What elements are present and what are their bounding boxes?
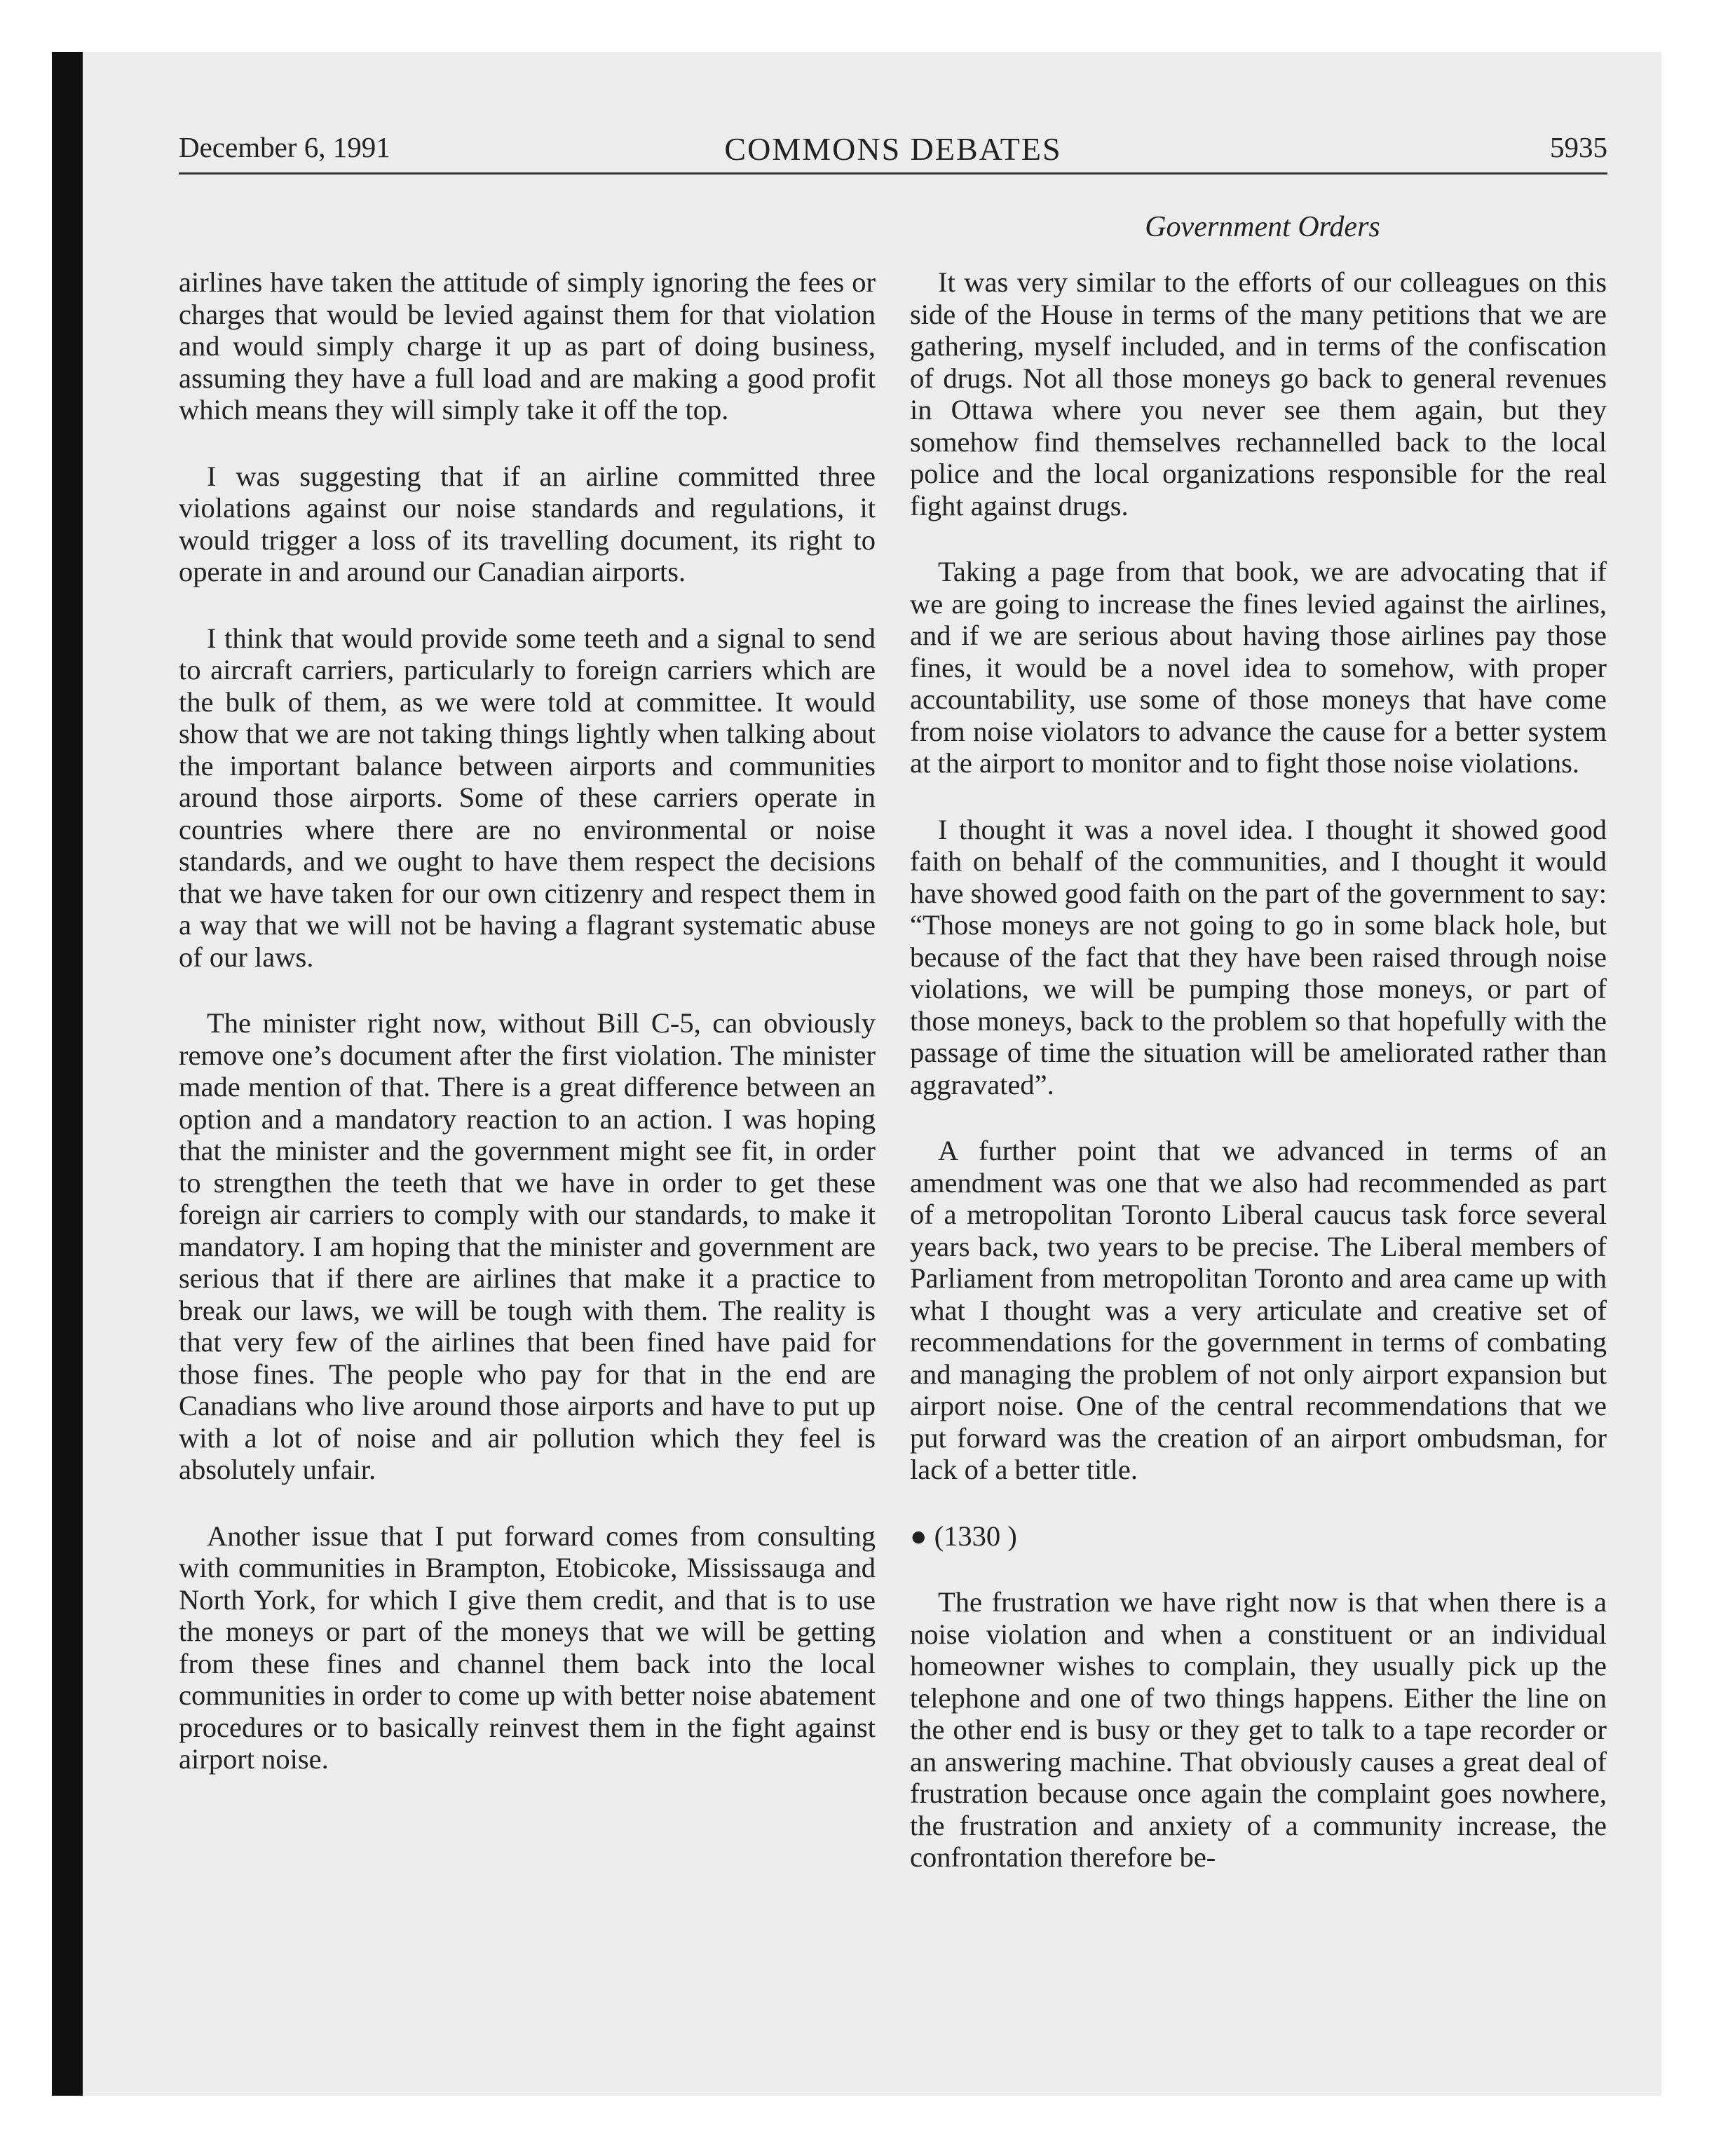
paragraph: I thought it was a novel idea. I thought it showed good faith on behalf of the communities, and I thought it would have showed good faith on the part of the government to say: “Those moneys are not going to go in some black hole, but because of the fact that they have been raised through noise violations, we will be pumping those moneys, or part of those moneys, back to the problem so that hopefully with the passage of time the situation will be ameliorated rather than aggravated”. <box>910 813 1607 1100</box>
header-page-number: 5935 <box>1550 131 1607 163</box>
paragraph: The minister right now, without Bill C-5, can obviously remove one’s document after the first violation. The minister made mention of that. There is a great difference between an option and a mandatory reaction to an action. I was hoping that the minister and the government might see fit, in order to strengthen the teeth that we have in order to get these foreign air carriers to comply with our standards, to make it mandatory. I am hoping that the minister and government are serious that if there are airlines that make it a practice to break our laws, we will be tough with them. The reality is that very few of the airlines that been fined have paid for those fines. The people who pay for that in the end are Canadians who live around those airports and have to put up with a lot of noise and air pollution which they feel is absolutely unfair. <box>179 1007 876 1485</box>
paragraph: The frustration we have right now is that when there is a noise violation and when a constituent or an individual homeowner wishes to complain, they usually pick up the telephone and one of two things happens. Either the line on the other end is busy or they get to talk to a tape recorder or an answering machine. That obviously causes a great deal of frustration because once again the complaint goes nowhere, the frustration and anxiety of a community increase, the confrontation therefore be- <box>910 1586 1607 1873</box>
paragraph: airlines have taken the attitude of simply ignoring the fees or charges that would be levied against them for that violation and would simply charge it up as part of doing business, assuming they have a full load and are making a good profit which means they will simply take it off the top. <box>179 266 876 425</box>
scan-edge-shadow <box>52 52 83 2096</box>
paragraph: I was suggesting that if an airline committed three violations against our noise standards and regulations, it would trigger a loss of its travelling document, its right to operate in and around our Canadian airports. <box>179 460 876 587</box>
paragraph: A further point that we advanced in terms of an amendment was one that we also had recommended as part of a metropolitan Toronto Liberal caucus task force several years back, two years to be precise. The Liberal members of Parliament from metropolitan Toronto and area came up with what I thought was a very articulate and creative set of recommendations for the government in terms of combating and managing the problem of not only airport expansion but airport noise. One of the central recommendations that we put forward was the creation of an airport ombudsman, for lack of a better title. <box>910 1135 1607 1485</box>
right-column <box>910 266 1607 1908</box>
header-title: COMMONS DEBATES <box>724 131 1062 167</box>
paragraph: Taking a page from that book, we are advocating that if we are going to increase the fines levied against the airlines, and if we are serious about having those airlines pay those fines, it would be a novel idea to somehow, with proper accountability, use some of those moneys that have come from noise violators to advance the cause for a better system at the airport to monitor and to fight those noise violations. <box>910 556 1607 779</box>
section-title: Government Orders <box>1145 211 1380 243</box>
paragraph: Another issue that I put forward comes from consulting with communities in Brampton, Etobicoke, Mississauga and North York, for which I give them credit, and that is to use the moneys or part of the moneys that we will be getting from these fines and channel them back into the local communities in order to come up with better noise abatement procedures or to basically reinvest them in the fight against airport noise. <box>179 1520 876 1775</box>
paragraph: It was very similar to the efforts of our colleagues on this side of the House in terms of the many petitions that we are gathering, myself included, and in terms of the confiscation of drugs. Not all those moneys go back to general revenues in Ottawa where you never see them again, but they somehow find themselves rechannelled back to the local police and the local organizations responsible for the real fight against drugs. <box>910 266 1607 521</box>
time-marker: ● (1330 ) <box>910 1520 1017 1552</box>
header-date: December 6, 1991 <box>179 131 390 163</box>
left-column <box>179 266 876 1810</box>
paragraph: I think that would provide some teeth and a signal to send to aircraft carriers, particularly to foreign carriers which are the bulk of them, as we were told at committee. It would show that we are not taking things lightly when talking about the important balance between airports and communities around those airports. Some of these carriers operate in countries where there are no environmental or noise standards, and we ought to have them respect the decisions that we have taken for our own citizenry and respect them in a way that we will not be having a flagrant systematic abuse of our laws. <box>179 622 876 973</box>
page-header <box>179 130 1607 175</box>
